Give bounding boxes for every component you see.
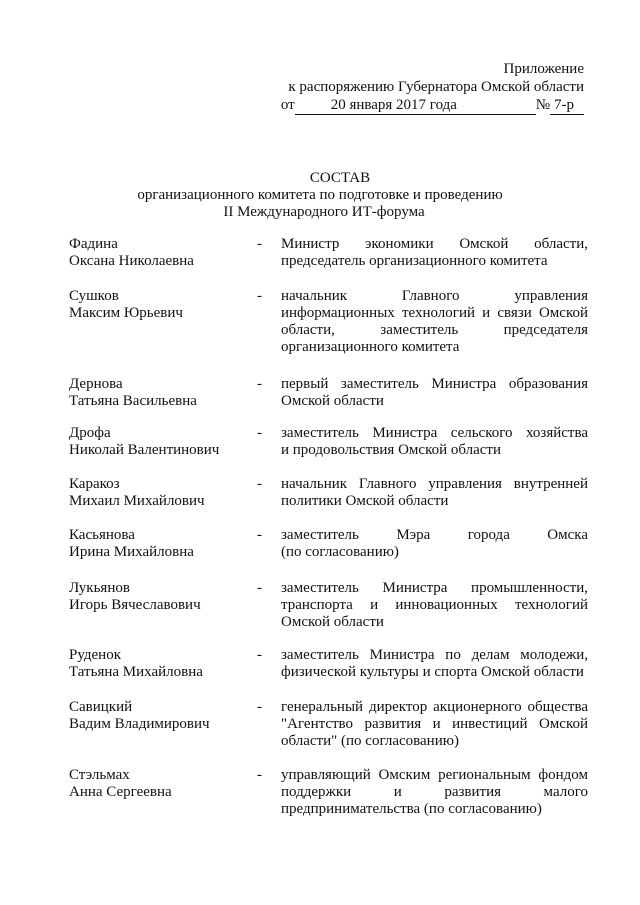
member-role-line: начальник Главного управления (281, 288, 588, 304)
member-role (281, 580, 588, 631)
member-surname: Фадина (69, 236, 118, 252)
decree-number: 7-р (550, 96, 584, 115)
member-given-names: Вадим Владимирович (69, 716, 210, 732)
member-given-names: Татьяна Михайловна (69, 664, 203, 680)
member-name (69, 699, 249, 733)
member-role (281, 647, 588, 681)
member-dash: - (257, 288, 262, 304)
member-role (281, 236, 588, 270)
member-role-line: информационных технологий и связи Омской (281, 305, 588, 321)
from-label: от (280, 97, 295, 113)
member-surname: Дрофа (69, 425, 111, 441)
member-name (69, 767, 249, 801)
member-role-line: заместитель Министра сельского хозяйства (281, 425, 588, 441)
document-subtitle-line2: II Международного ИТ-форума (223, 204, 425, 220)
member-role-line: физической культуры и спорта Омской области (281, 664, 584, 680)
member-name (69, 580, 249, 614)
member-role-line: и продовольствия Омской области (281, 442, 502, 458)
appendix-block (281, 60, 584, 115)
member-role-line: области" (по согласованию) (281, 733, 459, 749)
appendix-reference: к распоряжению Губернатора Омской области (288, 79, 584, 95)
member-role (281, 699, 588, 750)
member-role (281, 376, 588, 410)
member-name (69, 376, 249, 410)
member-role (281, 767, 588, 818)
member-role-line: заместитель Министра промышленности, (281, 580, 588, 596)
member-surname: Дернова (69, 376, 123, 392)
member-surname: Руденок (69, 647, 122, 663)
member-role-line: политики Омской области (281, 493, 449, 509)
member-role-line: Омской области (281, 614, 384, 630)
member-given-names: Ирина Михайловна (69, 544, 194, 560)
member-given-names: Максим Юрьевич (69, 305, 183, 321)
member-name (69, 425, 249, 459)
member-surname: Савицкий (69, 699, 133, 715)
member-name (69, 527, 249, 561)
member-role-line: (по согласованию) (281, 544, 399, 560)
member-role (281, 476, 588, 510)
member-dash: - (257, 425, 262, 441)
member-surname: Каракоз (69, 476, 120, 492)
number-label: № (535, 97, 550, 113)
decree-date: 20 января 2017 года (295, 96, 536, 115)
document-heading (0, 170, 640, 221)
member-role (281, 288, 588, 356)
member-dash: - (257, 699, 262, 715)
member-role-line: "Агентство развития и инвестиций Омской (281, 716, 588, 732)
member-dash: - (257, 236, 262, 252)
member-role-line: первый заместитель Министра образования (281, 376, 588, 392)
member-given-names: Татьяна Васильевна (69, 393, 197, 409)
member-role (281, 425, 588, 459)
appendix-date-line (281, 96, 584, 115)
member-surname: Касьянова (69, 527, 135, 543)
member-role-line: области, заместитель председателя (281, 322, 588, 338)
document-title: СОСТАВ (309, 170, 371, 186)
member-given-names: Оксана Николаевна (69, 253, 194, 269)
member-role-line: генеральный директор акционерного общества (281, 699, 588, 715)
member-given-names: Анна Сергеевна (69, 784, 172, 800)
member-surname: Лукьянов (69, 580, 130, 596)
member-surname: Сушков (69, 288, 119, 304)
member-dash: - (257, 580, 262, 596)
document-subtitle-line1: организационного комитета по подготовке и проведению (137, 187, 503, 203)
member-dash: - (257, 647, 262, 663)
member-role-line: заместитель Мэра города Омска (281, 527, 588, 543)
member-surname: Стэльмах (69, 767, 130, 783)
member-given-names: Николай Валентинович (69, 442, 220, 458)
member-name (69, 236, 249, 270)
member-name (69, 647, 249, 681)
member-role-line: предпринимательства (по согласованию) (281, 801, 542, 817)
member-role-line: управляющий Омским региональным фондом (281, 767, 588, 783)
member-role-line: организационного комитета (281, 339, 460, 355)
member-role-line: Министр экономики Омской области, (281, 236, 588, 252)
member-role-line: начальник Главного управления внутренней (281, 476, 588, 492)
member-given-names: Игорь Вячеславович (69, 597, 201, 613)
member-dash: - (257, 527, 262, 543)
appendix-title: Приложение (503, 61, 584, 77)
member-role-line: Омской области (281, 393, 384, 409)
member-role-line: заместитель Министра по делам молодежи, (281, 647, 588, 663)
member-dash: - (257, 767, 262, 783)
member-name (69, 288, 249, 322)
member-role-line: председатель организационного комитета (281, 253, 548, 269)
member-role (281, 527, 588, 561)
member-name (69, 476, 249, 510)
member-given-names: Михаил Михайлович (69, 493, 205, 509)
member-role-line: поддержки и развития малого (281, 784, 588, 800)
member-dash: - (257, 476, 262, 492)
member-dash: - (257, 376, 262, 392)
member-role-line: транспорта и инновационных технологий (281, 597, 588, 613)
